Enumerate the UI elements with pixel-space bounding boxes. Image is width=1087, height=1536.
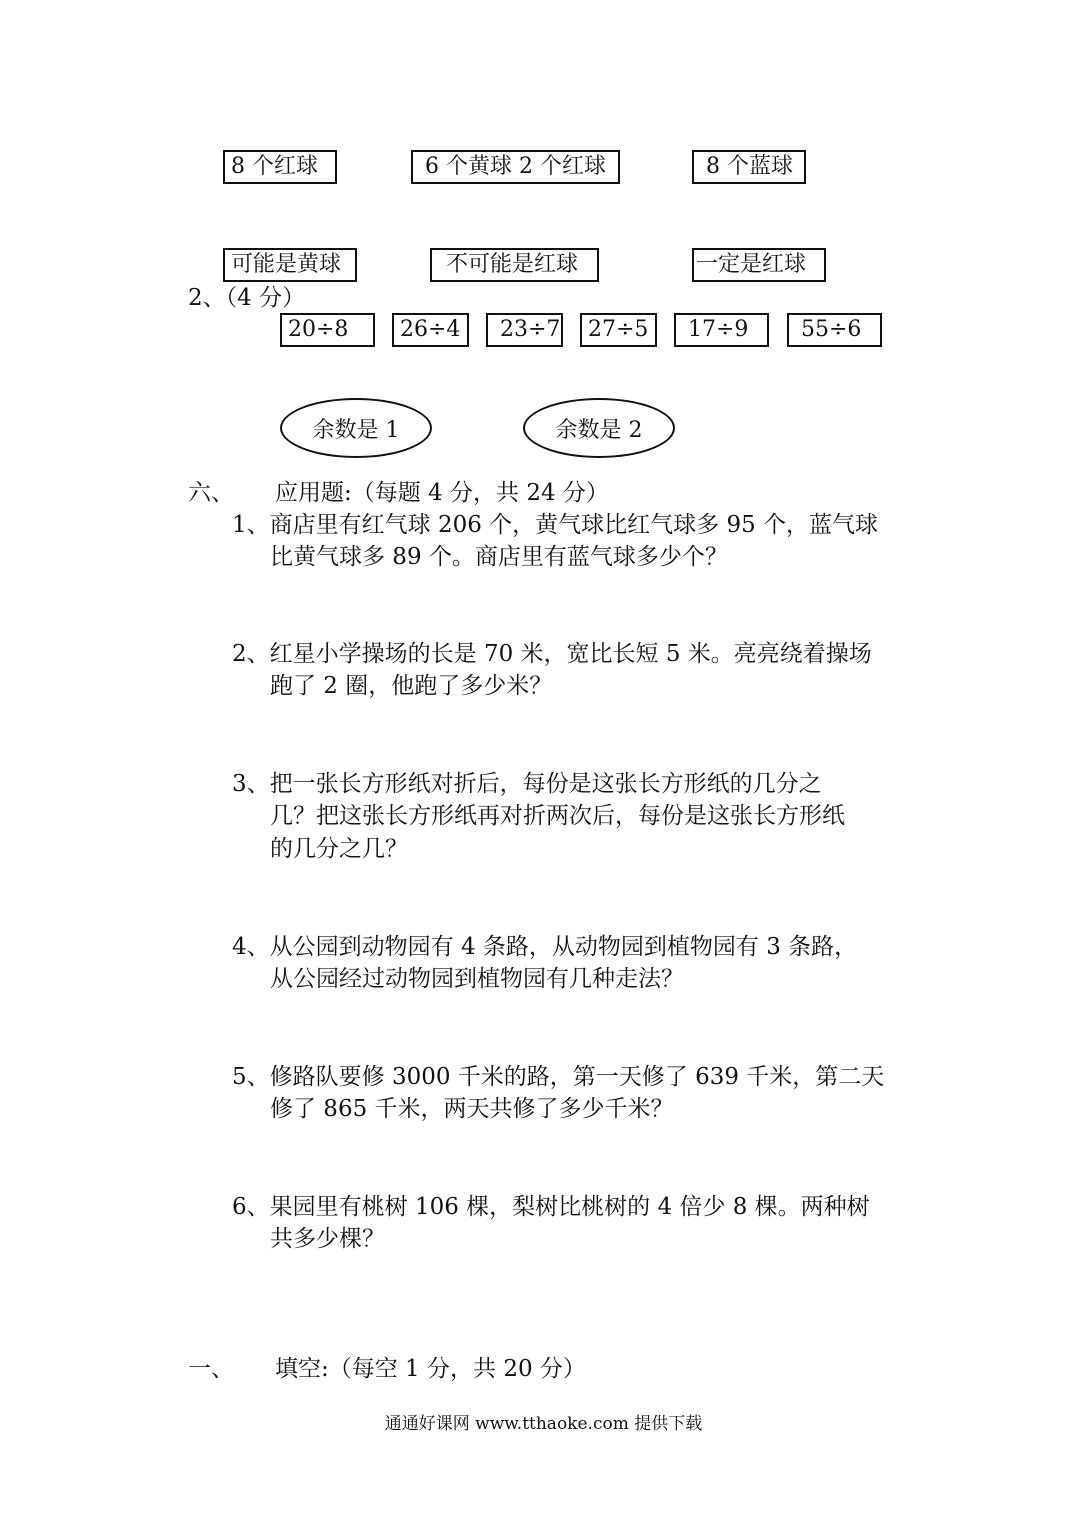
- ball-box-3: 8 个蓝球: [692, 150, 806, 184]
- q2-label: 2、（4 分）: [188, 285, 306, 311]
- section-1-title: 填空:（每空 1 分，共 20 分）: [275, 1356, 586, 1382]
- ball-box-2: 6 个黄球 2 个红球: [411, 150, 620, 184]
- section-6-number: 六、: [188, 480, 234, 506]
- problem-3-line-3: 的几分之几？: [270, 836, 408, 862]
- problem-5-line-2: 修了 865 千米，两天共修了多少千米？: [270, 1096, 674, 1122]
- ball-box-1: 8 个红球: [223, 150, 337, 184]
- outcome-box-1: 可能是黄球: [223, 248, 357, 282]
- problem-3-line-1: 3、把一张长方形纸对折后，每份是这张长方形纸的几分之: [232, 771, 822, 797]
- page-footer: 通通好课网 www.tthaoke.com 提供下载: [384, 1414, 703, 1434]
- problem-6-line-1: 6、果园里有桃树 106 棵，梨树比桃树的 4 倍少 8 棵。两种树: [232, 1194, 870, 1220]
- outcome-box-2: 不可能是红球: [430, 248, 599, 282]
- section-1-number: 一、: [188, 1356, 234, 1382]
- problem-6-line-2: 共多少棵？: [270, 1226, 385, 1252]
- problem-5-line-1: 5、修路队要修 3000 千米的路，第一天修了 639 千米，第二天: [232, 1064, 885, 1090]
- problem-1-line-1: 1、商店里有红气球 206 个，黄气球比红气球多 95 个，蓝气球: [232, 512, 879, 538]
- problem-2-line-2: 跑了 2 圈，他跑了多少米？: [270, 673, 553, 699]
- expression-box-4: 27÷5: [580, 313, 657, 347]
- problem-3-line-2: 几？把这张长方形纸再对折两次后，每份是这张长方形纸: [270, 803, 845, 829]
- expression-box-1: 20÷8: [280, 313, 375, 347]
- problem-1-line-2: 比黄气球多 89 个。商店里有蓝气球多少个？: [270, 544, 728, 570]
- problem-4-line-1: 4、从公园到动物园有 4 条路，从动物园到植物园有 3 条路，: [232, 934, 858, 960]
- expression-box-2: 26÷4: [392, 313, 469, 347]
- problem-4-line-2: 从公园经过动物园到植物园有几种走法？: [270, 966, 684, 992]
- expression-box-3: 23÷7: [486, 313, 563, 347]
- expression-box-6: 55÷6: [787, 313, 882, 347]
- section-6-title: 应用题:（每题 4 分，共 24 分）: [275, 480, 609, 506]
- remainder-oval-2: 余数是 2: [523, 398, 675, 458]
- expression-box-5: 17÷9: [674, 313, 769, 347]
- problem-2-line-1: 2、红星小学操场的长是 70 米，宽比长短 5 米。亮亮绕着操场: [232, 641, 872, 667]
- outcome-box-3: 一定是红球: [692, 248, 826, 282]
- remainder-oval-1: 余数是 1: [280, 398, 432, 458]
